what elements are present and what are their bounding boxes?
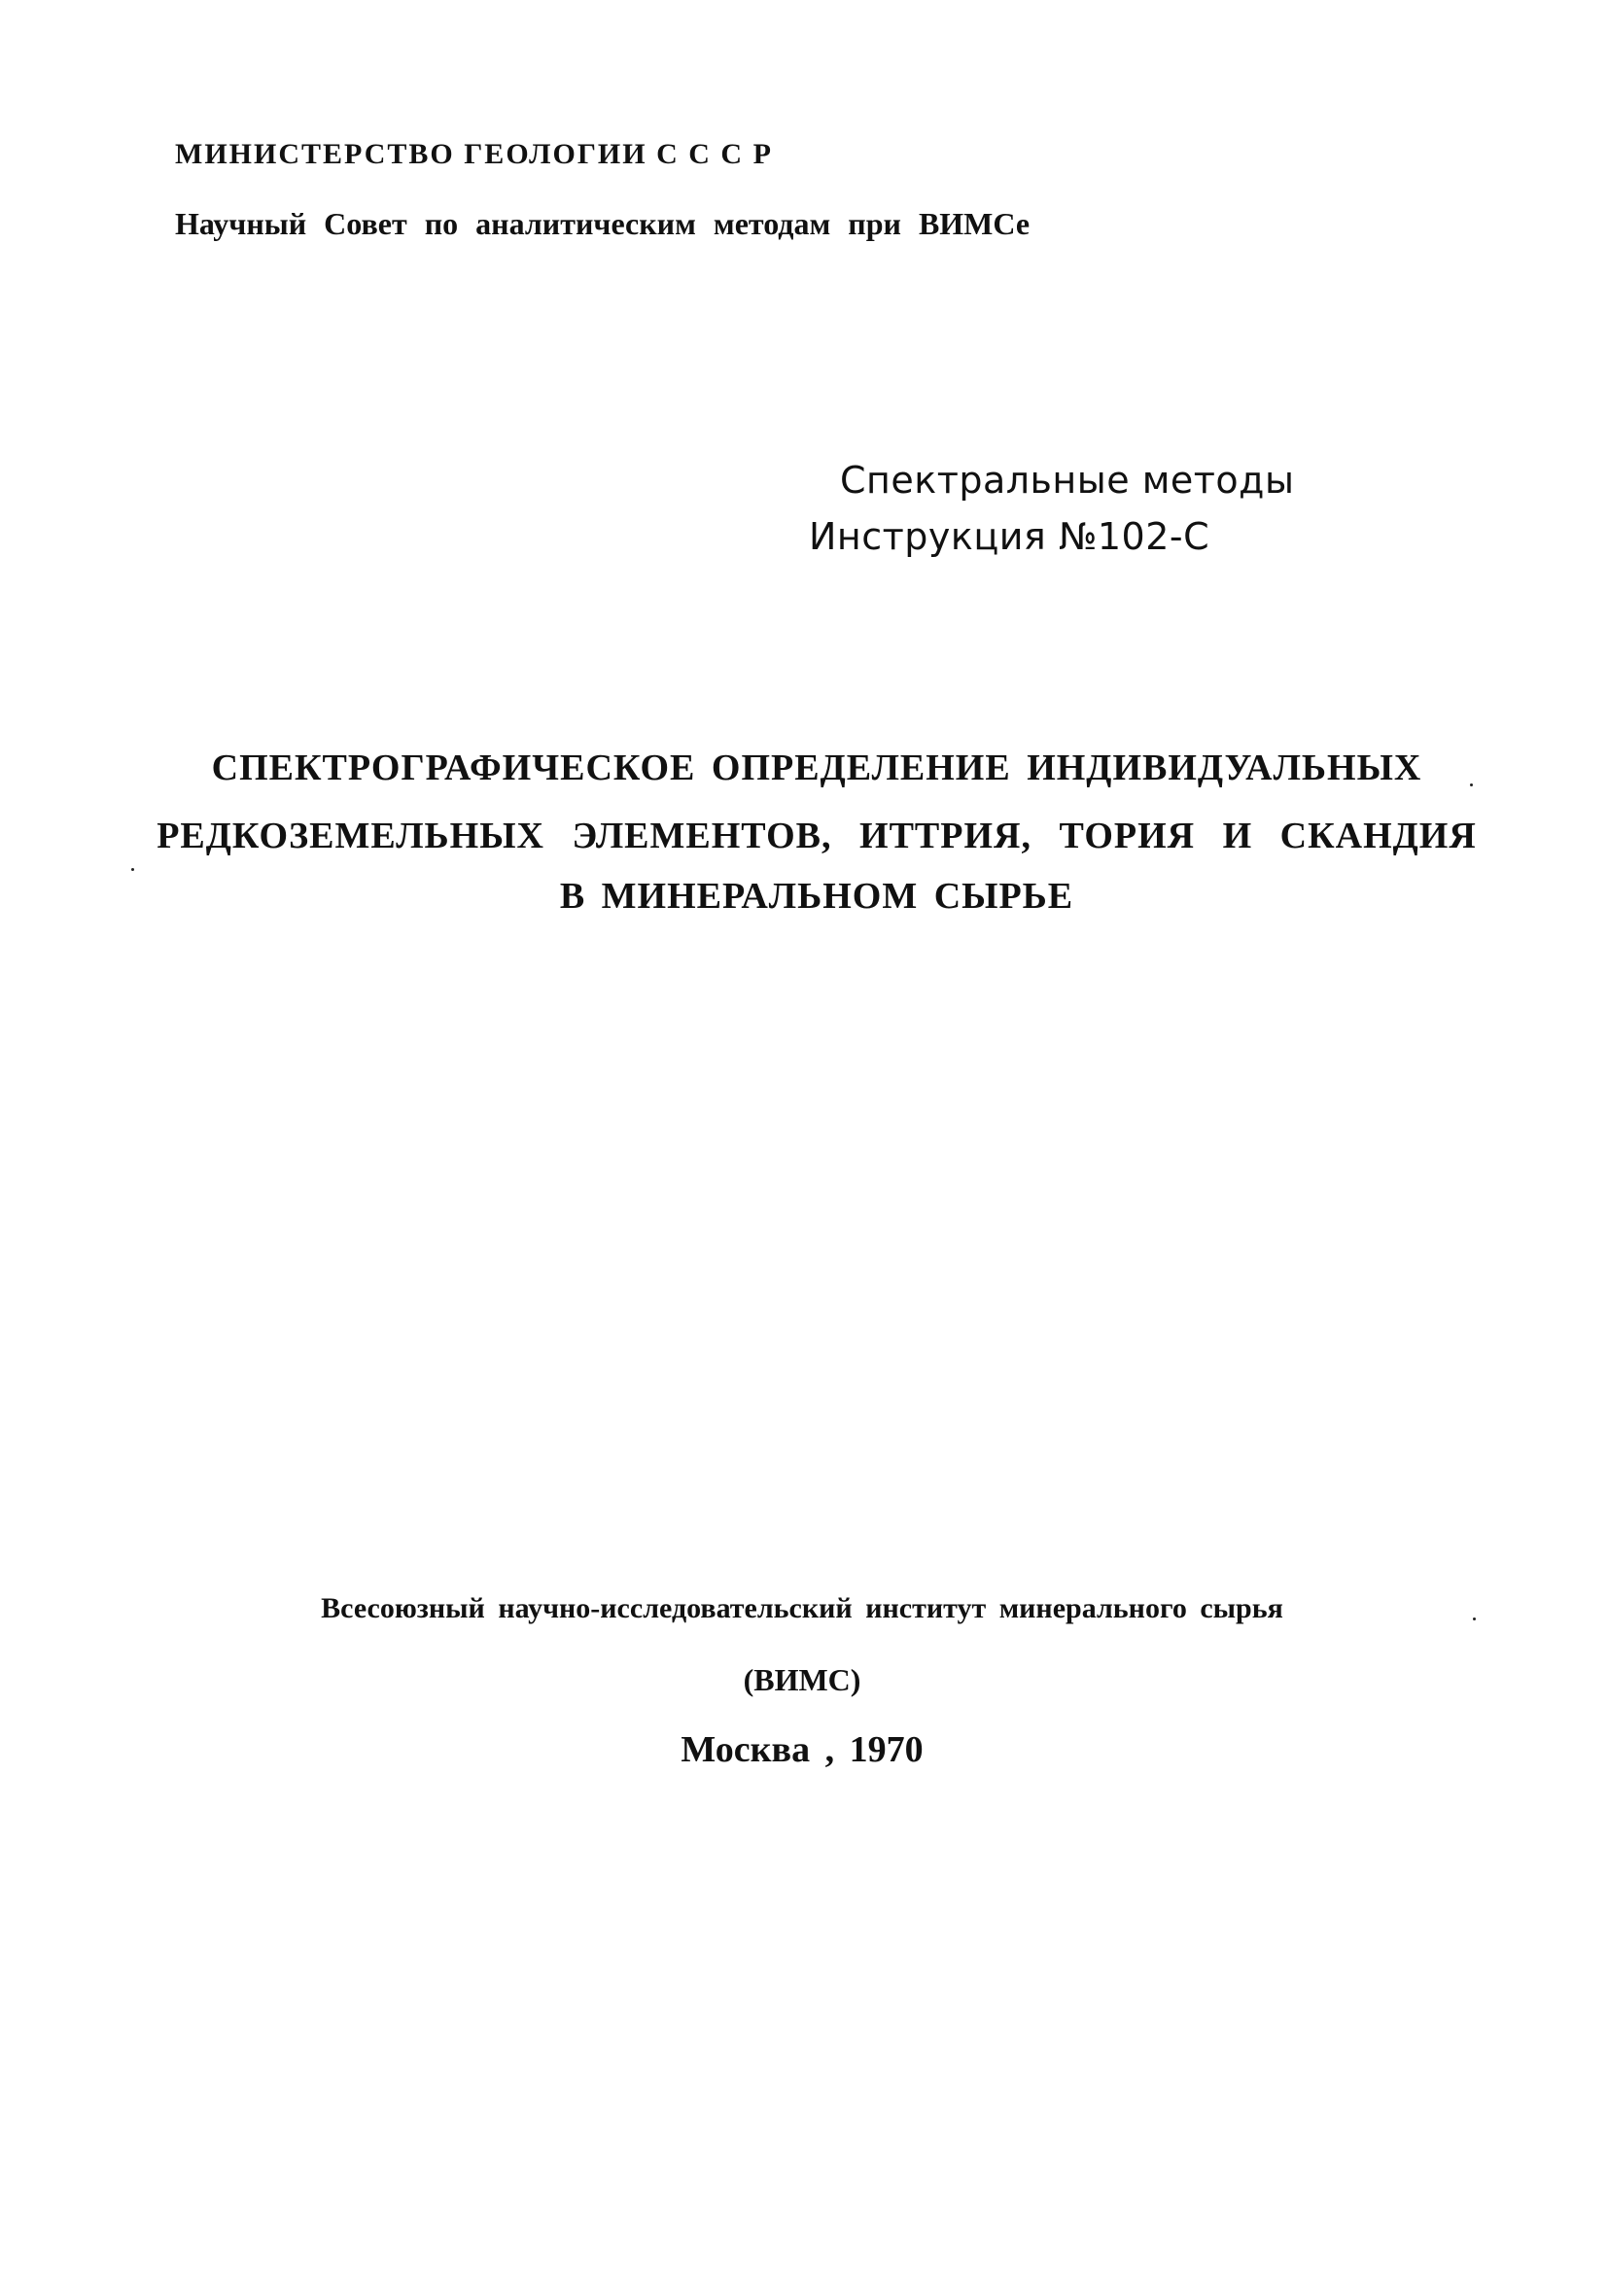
document-title-line-3: В МИНЕРАЛЬНОМ СЫРЬЕ (559, 876, 1074, 917)
ministry-name: МИНИСТЕРСТВО ГЕОЛОГИИ С С С Р (175, 138, 773, 170)
series-methods: Спектральные методы (840, 459, 1295, 502)
document-title-line-2: РЕДКОЗЕМЕЛЬНЫХ ЭЛЕМЕНТОВ, ИТТРИЯ, ТОРИЯ И СКАНДИЯ (157, 816, 1477, 856)
document-title-line-1: СПЕКТРОГРАФИЧЕСКОЕ ОПРЕДЕЛЕНИЕ ИНДИВИДУАЛЬНЫХ (211, 748, 1422, 788)
scan-speck (131, 868, 134, 871)
city-year: Москва , 1970 (681, 1729, 924, 1770)
council-name: Научный Совет по аналитическим методам при ВИМСе (175, 206, 1031, 241)
scan-speck (1470, 783, 1473, 786)
scan-speck (1473, 1618, 1476, 1620)
institute-name: Всесоюзный научно-исследовательский институт минерального сырья (321, 1592, 1283, 1624)
institute-abbreviation: (ВИМС) (743, 1662, 861, 1697)
instruction-number: Инструкция №102-С (809, 515, 1210, 558)
